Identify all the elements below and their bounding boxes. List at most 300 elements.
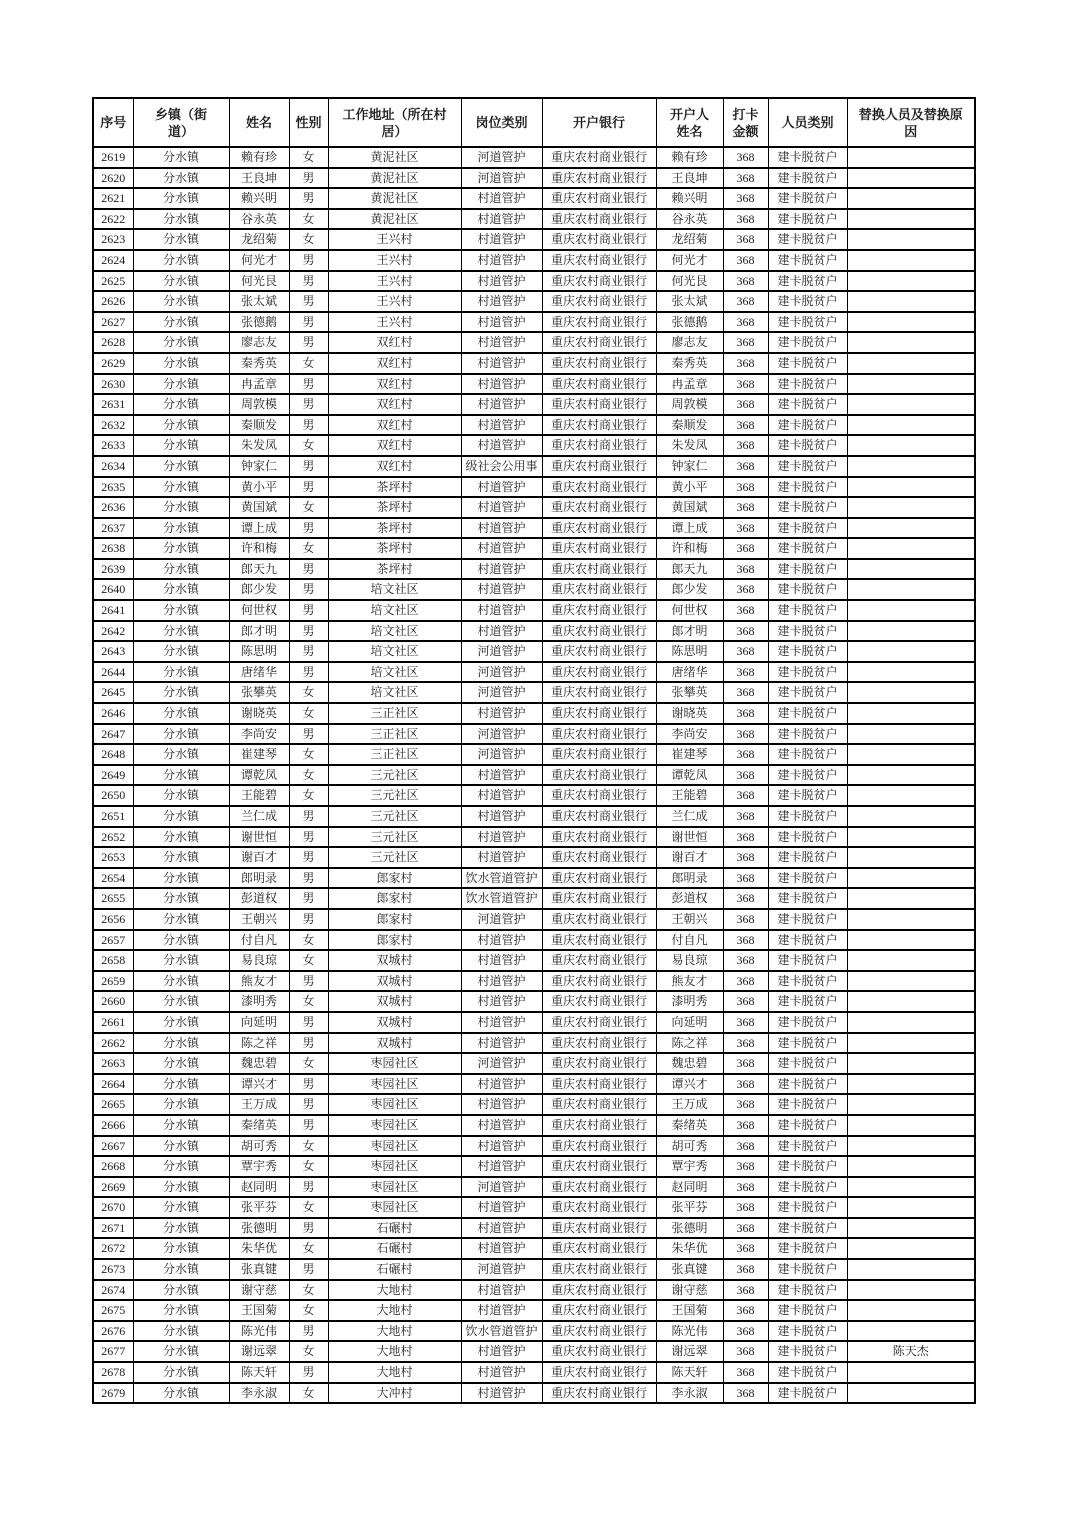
cell-address: 三正社区 bbox=[328, 744, 461, 765]
cell-post: 河道管护 bbox=[461, 1259, 542, 1280]
cell-amount: 368 bbox=[723, 1238, 768, 1259]
cell-index: 2621 bbox=[93, 188, 133, 209]
cell-address: 茶坪村 bbox=[328, 518, 461, 539]
cell-post: 村道管护 bbox=[461, 785, 542, 806]
cell-bank: 重庆农村商业银行 bbox=[542, 435, 656, 456]
cell-post: 村道管护 bbox=[461, 1300, 542, 1321]
cell-index: 2661 bbox=[93, 1012, 133, 1033]
cell-name: 郎少发 bbox=[229, 579, 289, 600]
cell-category: 建卡脱贫户 bbox=[768, 1197, 847, 1218]
table-row bbox=[93, 415, 975, 436]
cell-index: 2629 bbox=[93, 353, 133, 374]
cell-index: 2666 bbox=[93, 1115, 133, 1136]
cell-address: 石碾村 bbox=[328, 1218, 461, 1239]
cell-index: 2620 bbox=[93, 168, 133, 189]
cell-replacement bbox=[847, 456, 975, 477]
cell-index: 2677 bbox=[93, 1341, 133, 1362]
cell-town: 分水镇 bbox=[133, 188, 229, 209]
cell-name: 朱发凤 bbox=[229, 435, 289, 456]
cell-address: 双城村 bbox=[328, 950, 461, 971]
cell-replacement bbox=[847, 724, 975, 745]
table-row bbox=[93, 662, 975, 683]
cell-category: 建卡脱贫户 bbox=[768, 1177, 847, 1198]
cell-post: 河道管护 bbox=[461, 744, 542, 765]
cell-category: 建卡脱贫户 bbox=[768, 1383, 847, 1404]
table-row bbox=[93, 477, 975, 498]
cell-post: 村道管护 bbox=[461, 1280, 542, 1301]
cell-index: 2672 bbox=[93, 1238, 133, 1259]
cell-amount: 368 bbox=[723, 188, 768, 209]
cell-account_name: 谭上成 bbox=[656, 518, 723, 539]
cell-gender: 女 bbox=[289, 703, 328, 724]
cell-gender: 男 bbox=[289, 456, 328, 477]
cell-bank: 重庆农村商业银行 bbox=[542, 1321, 656, 1342]
cell-category: 建卡脱贫户 bbox=[768, 394, 847, 415]
cell-town: 分水镇 bbox=[133, 209, 229, 230]
cell-name: 冉孟章 bbox=[229, 374, 289, 395]
cell-address: 大冲村 bbox=[328, 1383, 461, 1404]
table-row bbox=[93, 1238, 975, 1259]
table-row bbox=[93, 1259, 975, 1280]
table-row bbox=[93, 456, 975, 477]
cell-name: 廖志友 bbox=[229, 332, 289, 353]
cell-town: 分水镇 bbox=[133, 250, 229, 271]
cell-post: 村道管护 bbox=[461, 600, 542, 621]
cell-replacement bbox=[847, 847, 975, 868]
cell-amount: 368 bbox=[723, 497, 768, 518]
cell-account_name: 谭兴才 bbox=[656, 1074, 723, 1095]
cell-address: 王兴村 bbox=[328, 271, 461, 292]
cell-account_name: 王国菊 bbox=[656, 1300, 723, 1321]
cell-town: 分水镇 bbox=[133, 477, 229, 498]
table-row bbox=[93, 991, 975, 1012]
cell-town: 分水镇 bbox=[133, 1074, 229, 1095]
cell-post: 河道管护 bbox=[461, 724, 542, 745]
cell-name: 龙绍菊 bbox=[229, 229, 289, 250]
cell-name: 谭乾凤 bbox=[229, 765, 289, 786]
cell-replacement bbox=[847, 497, 975, 518]
cell-account_name: 张攀英 bbox=[656, 682, 723, 703]
cell-town: 分水镇 bbox=[133, 435, 229, 456]
column-header-index: 序号 bbox=[93, 98, 133, 147]
cell-post: 河道管护 bbox=[461, 682, 542, 703]
table-row bbox=[93, 497, 975, 518]
cell-account_name: 何光艮 bbox=[656, 271, 723, 292]
cell-town: 分水镇 bbox=[133, 353, 229, 374]
cell-name: 张攀英 bbox=[229, 682, 289, 703]
cell-address: 王兴村 bbox=[328, 250, 461, 271]
cell-category: 建卡脱贫户 bbox=[768, 600, 847, 621]
cell-town: 分水镇 bbox=[133, 168, 229, 189]
cell-category: 建卡脱贫户 bbox=[768, 1321, 847, 1342]
cell-town: 分水镇 bbox=[133, 1136, 229, 1157]
cell-name: 王良坤 bbox=[229, 168, 289, 189]
cell-town: 分水镇 bbox=[133, 147, 229, 168]
cell-amount: 368 bbox=[723, 868, 768, 889]
cell-bank: 重庆农村商业银行 bbox=[542, 312, 656, 333]
cell-town: 分水镇 bbox=[133, 991, 229, 1012]
cell-amount: 368 bbox=[723, 600, 768, 621]
cell-bank: 重庆农村商业银行 bbox=[542, 1156, 656, 1177]
cell-replacement bbox=[847, 332, 975, 353]
cell-amount: 368 bbox=[723, 147, 768, 168]
cell-name: 郎才明 bbox=[229, 621, 289, 642]
cell-index: 2632 bbox=[93, 415, 133, 436]
column-header-address: 工作地址（所在村居） bbox=[328, 98, 461, 147]
cell-town: 分水镇 bbox=[133, 641, 229, 662]
cell-index: 2630 bbox=[93, 374, 133, 395]
cell-category: 建卡脱贫户 bbox=[768, 147, 847, 168]
cell-category: 建卡脱贫户 bbox=[768, 868, 847, 889]
cell-index: 2662 bbox=[93, 1033, 133, 1054]
cell-post: 村道管护 bbox=[461, 1115, 542, 1136]
cell-replacement bbox=[847, 1177, 975, 1198]
cell-replacement bbox=[847, 1053, 975, 1074]
cell-index: 2641 bbox=[93, 600, 133, 621]
cell-amount: 368 bbox=[723, 1362, 768, 1383]
cell-name: 魏忠碧 bbox=[229, 1053, 289, 1074]
cell-account_name: 秦绪英 bbox=[656, 1115, 723, 1136]
cell-replacement bbox=[847, 374, 975, 395]
cell-gender: 女 bbox=[289, 1341, 328, 1362]
cell-bank: 重庆农村商业银行 bbox=[542, 909, 656, 930]
cell-bank: 重庆农村商业银行 bbox=[542, 250, 656, 271]
cell-amount: 368 bbox=[723, 765, 768, 786]
cell-town: 分水镇 bbox=[133, 332, 229, 353]
cell-bank: 重庆农村商业银行 bbox=[542, 415, 656, 436]
cell-bank: 重庆农村商业银行 bbox=[542, 1238, 656, 1259]
cell-name: 谭上成 bbox=[229, 518, 289, 539]
cell-amount: 368 bbox=[723, 888, 768, 909]
cell-amount: 368 bbox=[723, 703, 768, 724]
cell-name: 易良琼 bbox=[229, 950, 289, 971]
cell-gender: 女 bbox=[289, 744, 328, 765]
cell-town: 分水镇 bbox=[133, 847, 229, 868]
cell-gender: 女 bbox=[289, 930, 328, 951]
cell-post: 级社会公用事 bbox=[461, 456, 542, 477]
cell-gender: 女 bbox=[289, 682, 328, 703]
cell-account_name: 朱发凤 bbox=[656, 435, 723, 456]
cell-name: 张平芬 bbox=[229, 1197, 289, 1218]
cell-post: 村道管护 bbox=[461, 1136, 542, 1157]
cell-category: 建卡脱贫户 bbox=[768, 806, 847, 827]
cell-address: 枣园社区 bbox=[328, 1053, 461, 1074]
cell-address: 大地村 bbox=[328, 1321, 461, 1342]
cell-index: 2652 bbox=[93, 827, 133, 848]
cell-town: 分水镇 bbox=[133, 806, 229, 827]
cell-replacement bbox=[847, 394, 975, 415]
table-row bbox=[93, 147, 975, 168]
cell-address: 培文社区 bbox=[328, 641, 461, 662]
cell-amount: 368 bbox=[723, 641, 768, 662]
table-row bbox=[93, 1341, 975, 1362]
cell-post: 村道管护 bbox=[461, 209, 542, 230]
cell-name: 赖兴明 bbox=[229, 188, 289, 209]
table-row bbox=[93, 291, 975, 312]
cell-post: 饮水管道管护 bbox=[461, 888, 542, 909]
cell-post: 河道管护 bbox=[461, 1177, 542, 1198]
cell-gender: 男 bbox=[289, 1033, 328, 1054]
table-row bbox=[93, 888, 975, 909]
cell-account_name: 谢守慈 bbox=[656, 1280, 723, 1301]
cell-bank: 重庆农村商业银行 bbox=[542, 538, 656, 559]
table-row bbox=[93, 930, 975, 951]
table-header bbox=[93, 98, 975, 147]
cell-account_name: 谢远翠 bbox=[656, 1341, 723, 1362]
cell-amount: 368 bbox=[723, 579, 768, 600]
cell-post: 村道管护 bbox=[461, 312, 542, 333]
table-row bbox=[93, 1383, 975, 1404]
cell-town: 分水镇 bbox=[133, 1321, 229, 1342]
cell-amount: 368 bbox=[723, 518, 768, 539]
cell-bank: 重庆农村商业银行 bbox=[542, 518, 656, 539]
cell-replacement bbox=[847, 250, 975, 271]
cell-post: 村道管护 bbox=[461, 1383, 542, 1404]
cell-account_name: 许和梅 bbox=[656, 538, 723, 559]
cell-post: 村道管护 bbox=[461, 538, 542, 559]
cell-index: 2651 bbox=[93, 806, 133, 827]
cell-index: 2636 bbox=[93, 497, 133, 518]
column-header-name: 姓名 bbox=[229, 98, 289, 147]
cell-post: 村道管护 bbox=[461, 1341, 542, 1362]
cell-post: 河道管护 bbox=[461, 909, 542, 930]
cell-category: 建卡脱贫户 bbox=[768, 271, 847, 292]
cell-name: 黄小平 bbox=[229, 477, 289, 498]
cell-bank: 重庆农村商业银行 bbox=[542, 703, 656, 724]
cell-town: 分水镇 bbox=[133, 1012, 229, 1033]
cell-address: 大地村 bbox=[328, 1362, 461, 1383]
cell-bank: 重庆农村商业银行 bbox=[542, 991, 656, 1012]
cell-index: 2640 bbox=[93, 579, 133, 600]
cell-account_name: 李尚安 bbox=[656, 724, 723, 745]
cell-replacement bbox=[847, 1012, 975, 1033]
cell-amount: 368 bbox=[723, 1300, 768, 1321]
cell-post: 村道管护 bbox=[461, 497, 542, 518]
cell-index: 2664 bbox=[93, 1074, 133, 1095]
cell-address: 枣园社区 bbox=[328, 1177, 461, 1198]
cell-account_name: 陈天轩 bbox=[656, 1362, 723, 1383]
cell-town: 分水镇 bbox=[133, 785, 229, 806]
cell-index: 2675 bbox=[93, 1300, 133, 1321]
cell-name: 张德明 bbox=[229, 1218, 289, 1239]
cell-account_name: 覃宇秀 bbox=[656, 1156, 723, 1177]
table-row bbox=[93, 950, 975, 971]
cell-account_name: 何世权 bbox=[656, 600, 723, 621]
cell-account_name: 郎天九 bbox=[656, 559, 723, 580]
cell-index: 2624 bbox=[93, 250, 133, 271]
cell-index: 2623 bbox=[93, 229, 133, 250]
table-row bbox=[93, 559, 975, 580]
cell-name: 谢百才 bbox=[229, 847, 289, 868]
cell-gender: 女 bbox=[289, 147, 328, 168]
cell-bank: 重庆农村商业银行 bbox=[542, 168, 656, 189]
cell-account_name: 李永淑 bbox=[656, 1383, 723, 1404]
cell-amount: 368 bbox=[723, 1115, 768, 1136]
cell-index: 2654 bbox=[93, 868, 133, 889]
cell-town: 分水镇 bbox=[133, 621, 229, 642]
cell-post: 村道管护 bbox=[461, 1197, 542, 1218]
cell-category: 建卡脱贫户 bbox=[768, 971, 847, 992]
cell-account_name: 魏忠碧 bbox=[656, 1053, 723, 1074]
cell-index: 2638 bbox=[93, 538, 133, 559]
cell-category: 建卡脱贫户 bbox=[768, 991, 847, 1012]
cell-replacement bbox=[847, 147, 975, 168]
cell-name: 陈之祥 bbox=[229, 1033, 289, 1054]
cell-address: 培文社区 bbox=[328, 579, 461, 600]
cell-gender: 女 bbox=[289, 229, 328, 250]
cell-address: 三正社区 bbox=[328, 724, 461, 745]
cell-replacement bbox=[847, 415, 975, 436]
cell-bank: 重庆农村商业银行 bbox=[542, 332, 656, 353]
cell-name: 向延明 bbox=[229, 1012, 289, 1033]
cell-gender: 女 bbox=[289, 1300, 328, 1321]
cell-category: 建卡脱贫户 bbox=[768, 209, 847, 230]
cell-gender: 男 bbox=[289, 1218, 328, 1239]
table-row bbox=[93, 353, 975, 374]
cell-address: 双城村 bbox=[328, 991, 461, 1012]
cell-index: 2649 bbox=[93, 765, 133, 786]
cell-post: 村道管护 bbox=[461, 271, 542, 292]
cell-account_name: 赖兴明 bbox=[656, 188, 723, 209]
cell-amount: 368 bbox=[723, 1033, 768, 1054]
cell-address: 双红村 bbox=[328, 374, 461, 395]
cell-post: 村道管护 bbox=[461, 518, 542, 539]
cell-town: 分水镇 bbox=[133, 291, 229, 312]
cell-bank: 重庆农村商业银行 bbox=[542, 1136, 656, 1157]
cell-bank: 重庆农村商业银行 bbox=[542, 724, 656, 745]
cell-gender: 男 bbox=[289, 1259, 328, 1280]
cell-category: 建卡脱贫户 bbox=[768, 909, 847, 930]
cell-amount: 368 bbox=[723, 1074, 768, 1095]
cell-address: 培文社区 bbox=[328, 600, 461, 621]
cell-town: 分水镇 bbox=[133, 579, 229, 600]
cell-replacement bbox=[847, 991, 975, 1012]
cell-account_name: 周敦模 bbox=[656, 394, 723, 415]
cell-category: 建卡脱贫户 bbox=[768, 847, 847, 868]
cell-gender: 男 bbox=[289, 518, 328, 539]
cell-bank: 重庆农村商业银行 bbox=[542, 291, 656, 312]
cell-name: 张真键 bbox=[229, 1259, 289, 1280]
cell-bank: 重庆农村商业银行 bbox=[542, 868, 656, 889]
cell-index: 2650 bbox=[93, 785, 133, 806]
cell-gender: 男 bbox=[289, 1094, 328, 1115]
cell-category: 建卡脱贫户 bbox=[768, 518, 847, 539]
cell-index: 2669 bbox=[93, 1177, 133, 1198]
cell-address: 枣园社区 bbox=[328, 1136, 461, 1157]
cell-post: 村道管护 bbox=[461, 415, 542, 436]
table-row bbox=[93, 1280, 975, 1301]
cell-town: 分水镇 bbox=[133, 744, 229, 765]
cell-category: 建卡脱贫户 bbox=[768, 621, 847, 642]
cell-name: 覃宇秀 bbox=[229, 1156, 289, 1177]
cell-category: 建卡脱贫户 bbox=[768, 291, 847, 312]
cell-town: 分水镇 bbox=[133, 456, 229, 477]
cell-bank: 重庆农村商业银行 bbox=[542, 1053, 656, 1074]
cell-amount: 368 bbox=[723, 1197, 768, 1218]
cell-account_name: 秦顺发 bbox=[656, 415, 723, 436]
cell-bank: 重庆农村商业银行 bbox=[542, 765, 656, 786]
cell-index: 2622 bbox=[93, 209, 133, 230]
cell-name: 秦顺发 bbox=[229, 415, 289, 436]
cell-replacement bbox=[847, 312, 975, 333]
table-row bbox=[93, 1177, 975, 1198]
table-row bbox=[93, 785, 975, 806]
cell-amount: 368 bbox=[723, 291, 768, 312]
cell-category: 建卡脱贫户 bbox=[768, 188, 847, 209]
cell-category: 建卡脱贫户 bbox=[768, 1218, 847, 1239]
cell-post: 饮水管道管护 bbox=[461, 1321, 542, 1342]
cell-replacement bbox=[847, 1115, 975, 1136]
cell-account_name: 谷永英 bbox=[656, 209, 723, 230]
cell-gender: 男 bbox=[289, 291, 328, 312]
cell-amount: 368 bbox=[723, 415, 768, 436]
cell-category: 建卡脱贫户 bbox=[768, 229, 847, 250]
cell-category: 建卡脱贫户 bbox=[768, 785, 847, 806]
cell-account_name: 张平芬 bbox=[656, 1197, 723, 1218]
cell-town: 分水镇 bbox=[133, 312, 229, 333]
cell-amount: 368 bbox=[723, 991, 768, 1012]
cell-town: 分水镇 bbox=[133, 271, 229, 292]
cell-address: 茶坪村 bbox=[328, 538, 461, 559]
table-row bbox=[93, 188, 975, 209]
cell-index: 2625 bbox=[93, 271, 133, 292]
cell-account_name: 陈思明 bbox=[656, 641, 723, 662]
cell-index: 2667 bbox=[93, 1136, 133, 1157]
cell-post: 村道管护 bbox=[461, 930, 542, 951]
cell-post: 村道管护 bbox=[461, 250, 542, 271]
cell-replacement bbox=[847, 1197, 975, 1218]
cell-name: 漆明秀 bbox=[229, 991, 289, 1012]
cell-address: 黄泥社区 bbox=[328, 209, 461, 230]
cell-index: 2671 bbox=[93, 1218, 133, 1239]
table-row bbox=[93, 703, 975, 724]
cell-replacement bbox=[847, 909, 975, 930]
cell-post: 村道管护 bbox=[461, 991, 542, 1012]
cell-bank: 重庆农村商业银行 bbox=[542, 847, 656, 868]
cell-replacement bbox=[847, 538, 975, 559]
cell-amount: 368 bbox=[723, 1259, 768, 1280]
table-row bbox=[93, 765, 975, 786]
cell-post: 村道管护 bbox=[461, 1156, 542, 1177]
cell-town: 分水镇 bbox=[133, 1238, 229, 1259]
cell-account_name: 冉孟章 bbox=[656, 374, 723, 395]
cell-bank: 重庆农村商业银行 bbox=[542, 888, 656, 909]
cell-address: 双城村 bbox=[328, 1012, 461, 1033]
cell-amount: 368 bbox=[723, 271, 768, 292]
cell-bank: 重庆农村商业银行 bbox=[542, 621, 656, 642]
cell-address: 枣园社区 bbox=[328, 1074, 461, 1095]
cell-town: 分水镇 bbox=[133, 1218, 229, 1239]
cell-replacement bbox=[847, 1362, 975, 1383]
table-row bbox=[93, 1156, 975, 1177]
cell-account_name: 崔建琴 bbox=[656, 744, 723, 765]
cell-replacement bbox=[847, 806, 975, 827]
cell-account_name: 熊友才 bbox=[656, 971, 723, 992]
cell-bank: 重庆农村商业银行 bbox=[542, 477, 656, 498]
cell-amount: 368 bbox=[723, 1012, 768, 1033]
table-row bbox=[93, 518, 975, 539]
cell-town: 分水镇 bbox=[133, 559, 229, 580]
table-row bbox=[93, 1218, 975, 1239]
cell-town: 分水镇 bbox=[133, 538, 229, 559]
cell-post: 村道管护 bbox=[461, 435, 542, 456]
cell-gender: 男 bbox=[289, 188, 328, 209]
cell-name: 王朝兴 bbox=[229, 909, 289, 930]
cell-name: 付自凡 bbox=[229, 930, 289, 951]
cell-gender: 男 bbox=[289, 1115, 328, 1136]
cell-post: 村道管护 bbox=[461, 188, 542, 209]
cell-address: 双城村 bbox=[328, 971, 461, 992]
